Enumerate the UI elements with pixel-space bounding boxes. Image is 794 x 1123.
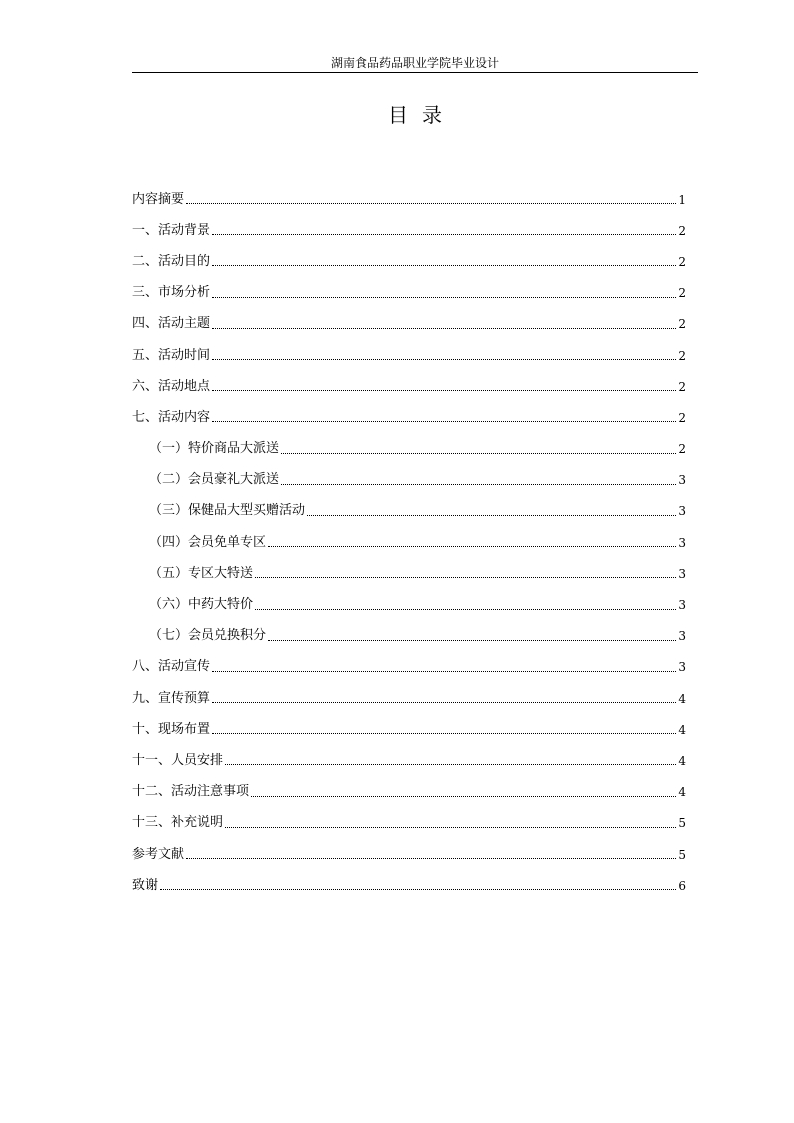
toc-dot-leader [212,359,676,360]
toc-entry-page-number: 5 [678,816,686,831]
toc-entry[interactable] [132,184,686,215]
toc-title: 目录 [388,103,456,127]
toc-entry-page-number: 4 [678,691,686,706]
toc-entry-page-number: 2 [678,286,686,301]
toc-entry[interactable] [132,745,686,776]
toc-entry-label: （五）专区大特送 [149,565,254,581]
toc-entry[interactable] [132,465,686,496]
toc-entry-page-number: 6 [678,878,686,893]
toc-dot-leader [281,453,676,454]
toc-dot-leader [212,390,676,391]
toc-entry-page-number: 2 [678,317,686,332]
toc-entry-label: 十二、活动注意事项 [132,784,250,800]
toc-entry-label: 十三、补充说明 [132,815,224,831]
toc-entry-page-number: 1 [678,192,686,207]
toc-entry[interactable] [132,527,686,558]
toc-entry-label: （三）保健品大型买赠活动 [149,503,306,519]
toc-entry[interactable] [132,839,686,870]
toc-entry[interactable] [132,371,686,402]
toc-dot-leader [255,609,676,610]
toc-entry[interactable] [132,309,686,340]
toc-entry-page-number: 3 [678,566,686,581]
toc-entry-page-number: 3 [678,598,686,613]
toc-entry[interactable] [132,808,686,839]
toc-dot-leader [186,203,676,204]
toc-entry-page-number: 5 [678,847,686,862]
toc-entry-label: 五、活动时间 [132,347,211,363]
toc-dot-leader [212,328,676,329]
toc-entry[interactable] [132,215,686,246]
toc-entry[interactable] [132,777,686,808]
toc-entry[interactable] [132,434,686,465]
toc-entry-page-number: 3 [678,535,686,550]
toc-dot-leader [225,827,676,828]
toc-dot-leader [212,265,676,266]
toc-entry-page-number: 3 [678,660,686,675]
toc-entry-page-number: 3 [678,473,686,488]
toc-entry-label: 参考文献 [132,846,185,862]
toc-dot-leader [225,764,676,765]
table-of-contents [132,184,686,901]
toc-dot-leader [255,577,676,578]
toc-dot-leader [212,421,676,422]
toc-dot-leader [212,234,676,235]
toc-entry-label: （一）特价商品大派送 [149,441,280,457]
toc-dot-leader [268,546,676,547]
toc-entry[interactable] [132,714,686,745]
header-divider [132,72,698,73]
toc-entry[interactable] [132,870,686,901]
toc-entry-label: 十一、人员安排 [132,752,224,768]
toc-dot-leader [212,733,676,734]
toc-entry-page-number: 3 [678,504,686,519]
toc-dot-leader [281,484,676,485]
toc-dot-leader [212,702,676,703]
toc-dot-leader [212,671,676,672]
toc-entry[interactable] [132,496,686,527]
toc-entry-page-number: 4 [678,785,686,800]
toc-entry-page-number: 2 [678,410,686,425]
toc-entry[interactable] [132,402,686,433]
toc-entry[interactable] [132,558,686,589]
toc-entry-page-number: 4 [678,753,686,768]
toc-dot-leader [160,889,676,890]
toc-entry-page-number: 2 [678,379,686,394]
toc-entry-page-number: 2 [678,348,686,363]
toc-dot-leader [186,858,676,859]
toc-entry[interactable] [132,683,686,714]
toc-dot-leader [212,297,676,298]
toc-dot-leader [268,640,676,641]
toc-entry[interactable] [132,278,686,309]
toc-entry-label: （六）中药大特价 [149,597,254,613]
toc-entry-page-number: 2 [678,254,686,269]
toc-entry-label: （四）会员免单专区 [149,534,267,550]
toc-entry-label: 九、宣传预算 [132,690,211,706]
toc-entry[interactable] [132,340,686,371]
toc-entry-label: （二）会员豪礼大派送 [149,472,280,488]
toc-entry-label: 三、市场分析 [132,285,211,301]
toc-entry-label: （七）会员兑换积分 [149,628,267,644]
toc-entry-label: 六、活动地点 [132,378,211,394]
toc-entry-page-number: 4 [678,722,686,737]
toc-entry[interactable] [132,246,686,277]
toc-entry-label: 致谢 [132,877,159,893]
toc-entry[interactable] [132,652,686,683]
toc-entry-label: 七、活动内容 [132,409,211,425]
toc-entry-label: 内容摘要 [132,191,185,207]
toc-entry-page-number: 2 [678,223,686,238]
toc-entry-label: 八、活动宣传 [132,659,211,675]
toc-dot-leader [251,796,676,797]
toc-entry-label: 四、活动主题 [132,316,211,332]
toc-entry[interactable] [132,589,686,620]
toc-entry-label: 二、活动目的 [132,253,211,269]
toc-entry-page-number: 3 [678,629,686,644]
toc-dot-leader [307,515,676,516]
toc-entry-label: 十、现场布置 [132,721,211,737]
toc-entry-label: 一、活动背景 [132,222,211,238]
toc-entry[interactable] [132,621,686,652]
toc-entry-page-number: 2 [678,442,686,457]
page-header: 湖南食品药品职业学院毕业设计 [330,56,499,70]
